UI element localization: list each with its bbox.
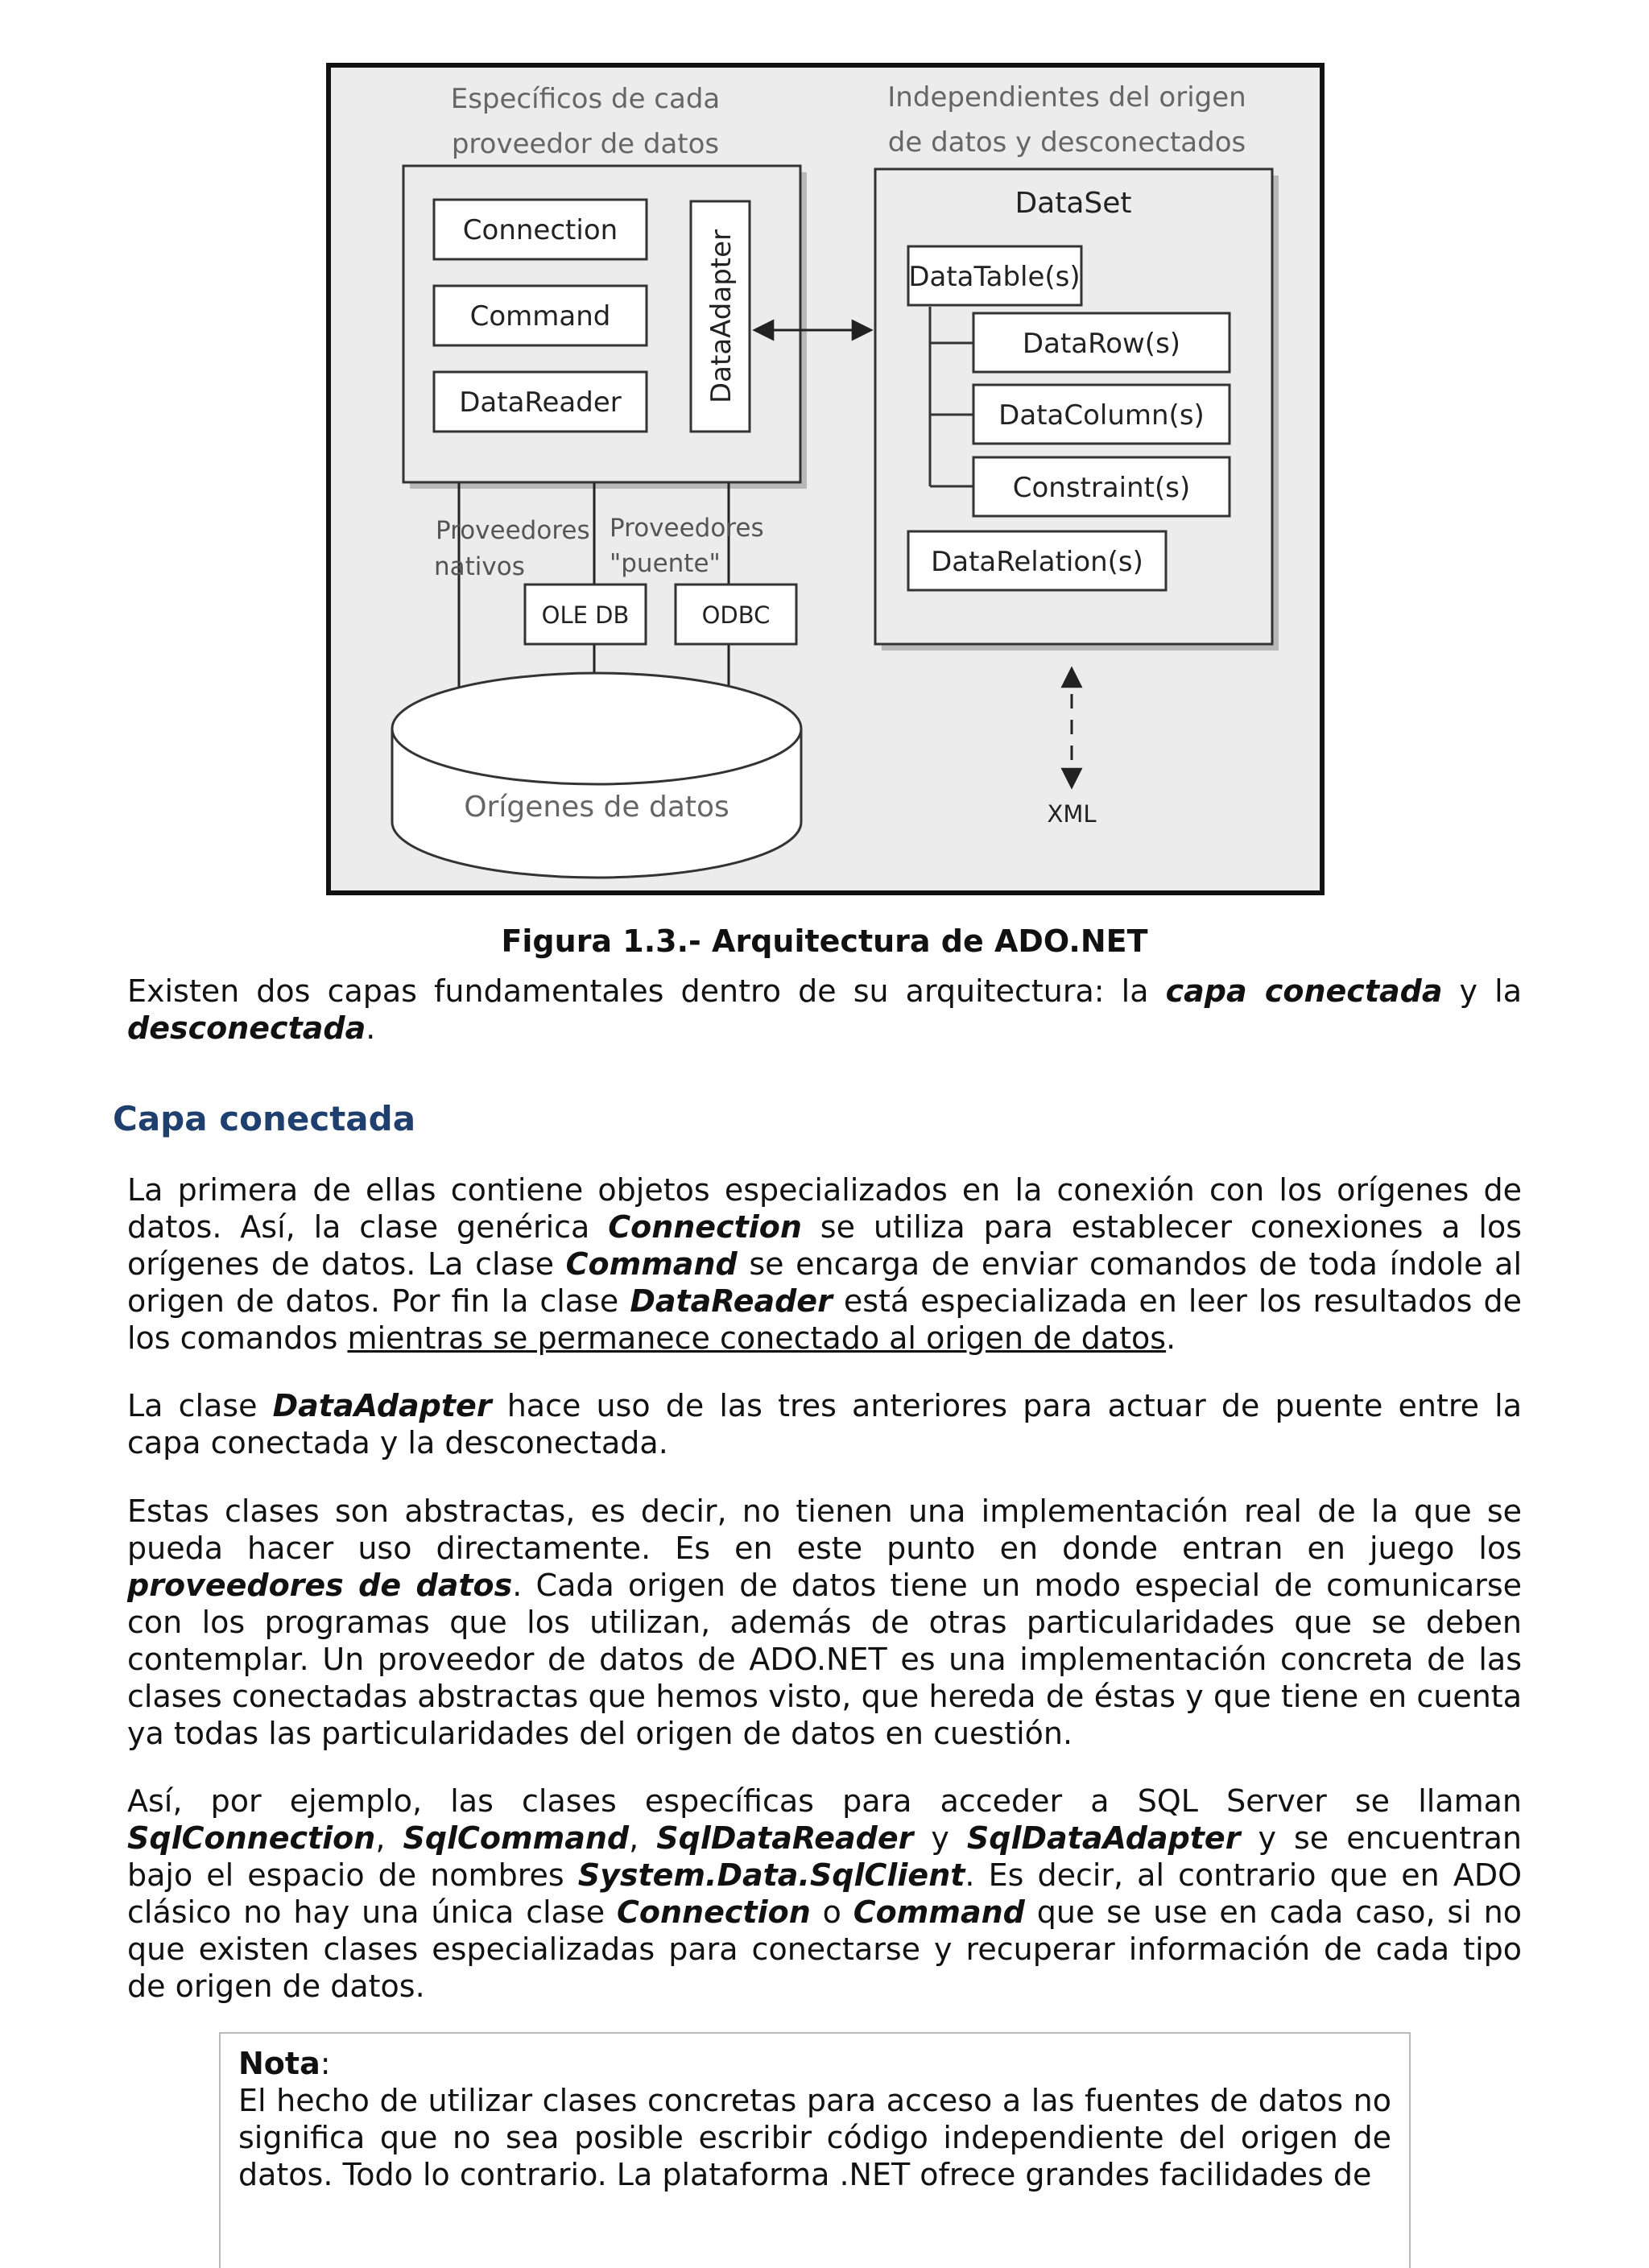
constraint-label: Constraint(s) (1012, 472, 1191, 504)
p2-text: hace uso de las tres anteriores para actuar de puente entre la capa conectada y la desconectada. (127, 1388, 1522, 1460)
p1-text: La primera de ellas contiene objetos especializados en la conexión con los orígenes de datos. Así, la clase genérica (127, 1172, 1522, 1245)
command-term: Command (853, 1894, 1025, 1930)
connection-label: Connection (462, 214, 618, 246)
paragraph-4 (127, 1783, 1522, 2005)
paragraph-3 (127, 1493, 1522, 1752)
connected-layer-term: capa conectada (1165, 973, 1443, 1009)
datareader-label: DataReader (459, 386, 622, 419)
figure-caption: Figura 1.3.- Arquitectura de ADO.NET (501, 923, 1148, 959)
p4-text: o (810, 1894, 853, 1930)
p4-text: que se use en cada caso, si no que existen clases especializadas para conectarse y recuperar información de cada tipo de origen de datos. (127, 1894, 1522, 2004)
note-label: Nota (238, 2046, 320, 2081)
p4-text: , (375, 1820, 403, 1856)
p4-text: , (629, 1820, 657, 1856)
oledb-label: OLE DB (541, 601, 630, 629)
p1-text: se encarga de enviar comandos de toda índole al origen de datos. Por fin la clase (127, 1246, 1522, 1319)
note-text: El hecho de utilizar clases concretas para acceso a las fuentes de datos no significa que no sea posible escribir código independiente del origen de datos. Todo lo contrario. La plataforma .NET ofrece grandes facilidades de (238, 2083, 1391, 2192)
p4-text: y se encuentran bajo el espacio de nombres (127, 1820, 1522, 1893)
section-heading: Capa conectada (113, 1099, 416, 1138)
data-providers-term: proveedores de datos (127, 1568, 513, 1603)
datarelation-label: DataRelation(s) (931, 546, 1143, 578)
data-sources-cylinder (392, 673, 801, 878)
ado-net-architecture-figure (326, 63, 1325, 895)
sqldataadapter-term: SqlDataAdapter (966, 1820, 1241, 1856)
data-sources-label: Orígenes de datos (464, 791, 729, 824)
datatable-label: DataTable(s) (908, 261, 1081, 293)
sqlconnection-term: SqlConnection (127, 1820, 376, 1856)
intro-paragraph (127, 973, 1522, 1047)
p3-text: Estas clases son abstractas, es decir, no tienen una implementación real de la que se pueda hacer uso directamente. Es en este punto en donde entran en juego los (127, 1493, 1522, 1566)
datacolumn-label: DataColumn(s) (998, 399, 1205, 432)
intro-text: Existen dos capas fundamentales dentro de su arquitectura: la (127, 973, 1166, 1009)
xml-label: XML (1047, 800, 1097, 828)
p3-text: . Cada origen de datos tiene un modo especial de comunicarse con los programas que los utilizan, además de otras particularidades que se deben contemplar. Un proveedor de datos de ADO.NET es una implementación concreta de las clases conectadas abstractas que hemos visto, que hereda de éstas y que tiene en cuenta ya todas las particularidades del origen de datos en cuestión. (127, 1568, 1523, 1751)
left-group-title-line1: Específicos de cada (450, 83, 721, 115)
p1-text: se utiliza para establecer conexiones a los orígenes de datos. La clase (127, 1209, 1522, 1282)
command-label: Command (469, 300, 611, 333)
note-box (219, 2032, 1411, 2268)
p4-text: Así, por ejemplo, las clases específicas para acceder a SQL Server se llaman (127, 1783, 1522, 1819)
note-heading (238, 2045, 1391, 2082)
command-term: Command (565, 1246, 738, 1282)
paragraph-1 (127, 1171, 1522, 1357)
datarow-label: DataRow(s) (1022, 328, 1181, 360)
underlined-phrase: mientras se permanece conectado al origen de datos (347, 1320, 1167, 1356)
dataset-label: DataSet (1015, 187, 1132, 220)
paragraph-2 (127, 1387, 1522, 1461)
native-providers-line2: nativos (434, 552, 525, 581)
disconnected-layer-term: desconectada (127, 1010, 366, 1046)
dataadapter-term: DataAdapter (272, 1388, 492, 1423)
note-colon: : (320, 2046, 331, 2081)
p4-text: . Es decir, al contrario que en ADO clásico no hay una única clase (127, 1857, 1522, 1930)
p4-text: y (913, 1820, 967, 1856)
p1-text: está especializada en leer los resultados de los comandos (127, 1283, 1522, 1356)
sqldatareader-term: SqlDataReader (656, 1820, 914, 1856)
p2-text: La clase (127, 1388, 273, 1423)
native-providers-line1: Proveedores (436, 516, 590, 545)
namespace-term: System.Data.SqlClient (577, 1857, 965, 1893)
sqlcommand-term: SqlCommand (403, 1820, 630, 1856)
connection-term: Connection (617, 1894, 811, 1930)
bridge-providers-line2: "puente" (610, 549, 721, 578)
left-group-title-line2: proveedor de datos (451, 128, 720, 160)
odbc-label: ODBC (701, 601, 771, 629)
dataadapter-label: DataAdapter (705, 229, 738, 404)
bridge-providers-line1: Proveedores (610, 514, 764, 543)
connection-term: Connection (608, 1209, 802, 1245)
intro-text: . (366, 1010, 376, 1046)
datareader-term: DataReader (630, 1283, 833, 1319)
p1-text: . (1166, 1320, 1176, 1356)
right-group-title-line2: de datos y desconectados (887, 126, 1246, 159)
intro-text: y la (1442, 973, 1522, 1009)
right-group-title-line1: Independientes del origen (887, 81, 1246, 114)
